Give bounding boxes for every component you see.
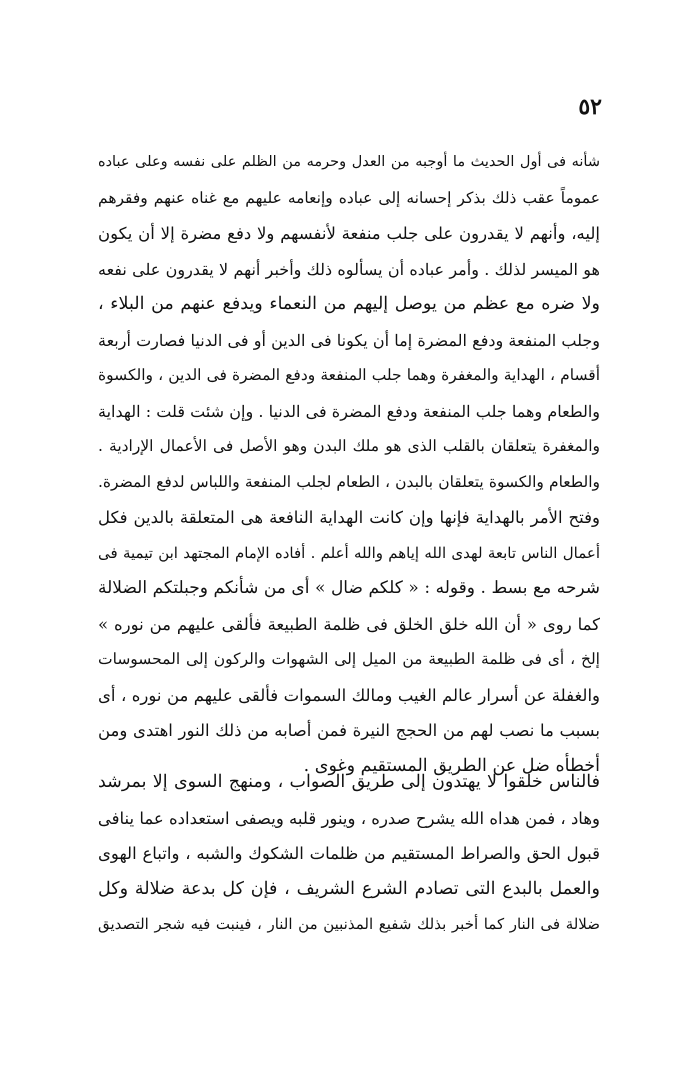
text-line: والمغفرة يتعلقان بالقلب الذى هو ملك البدن وهو الأصل فى الأعمال الإرادية . — [98, 437, 600, 455]
text-line: والعمل بالبدع التى تصادم الشرع الشريف ، فإن كل بدعة ضلالة وكل — [98, 878, 600, 899]
page-number: ٥٢ — [578, 94, 602, 120]
text-line: إلخ ، أى فى ظلمة الطبيعة من الميل إلى الشهوات والركون إلى المحسوسات — [98, 650, 600, 668]
text-line: كما روى « أن الله خلق الخلق فى ظلمة الطبيعة فألقى عليهم من نوره » — [98, 614, 600, 634]
text-line: عموماً عقب ذلك بذكر إحسانه إلى عباده وإنعامه عليهم مع غناه عنهم وفقرهم — [98, 188, 600, 207]
text-line: وجلب المنفعة ودفع المضرة إما أن يكونا فى الدين أو فى الدنيا فصارت أربعة — [98, 330, 600, 350]
text-line: وهاد ، فمن هداه الله يشرح صدره ، وينور قلبه ويصفى استعداده عما ينافى — [98, 808, 600, 828]
text-line: هو الميسر لذلك . وأمر عباده أن يسألوه ذلك وأخبر أنهم لا يقدرون على نفعه — [98, 259, 600, 279]
text-line: شأنه فى أول الحديث ما أوجبه من العدل وحرمه من الظلم على نفسه وعلى عباده — [98, 154, 600, 170]
text-line: أخطأه ضل عن الطريق المستقيم وغوى . — [303, 755, 600, 776]
text-line: فالناس خلقوا لا يهتدون إلى طريق الصواب ، ومنهج السوى إلا بمرشد — [98, 772, 600, 792]
text-line: إليه، وأنهم لا يقدرون على جلب منفعة لأنفسهم ولا دفع مضرة إلا أن يكون — [98, 224, 600, 243]
text-line: والطعام وهما جلب المنفعة ودفع المضرة فى الدنيا . وإن شئت قلت : الهداية — [98, 401, 600, 421]
text-line: والغفلة عن أسرار عالم الغيب ومالك السموات فألقى عليهم من نوره ، أى — [98, 685, 600, 705]
text-line: والطعام والكسوة يتعلقان بالبدن ، الطعام لجلب المنفعة واللباس لدفع المضرة. — [98, 472, 600, 491]
text-line: ضلالة فى النار كما أخبر بذلك شفيع المذنبين من النار ، فينبت فيه شجر التصديق — [98, 915, 600, 933]
paragraph-2 — [98, 765, 600, 943]
text-line: ولا ضره مع عظم من يوصل إليهم من النعماء ويدفع عنهم من البلاء ، — [98, 294, 600, 314]
text-line: قبول الحق والصراط المستقيم من ظلمات الشكوك والشبه ، واتباع الهوى — [98, 844, 600, 863]
text-line: أعمال الناس تابعة لهدى الله إياهم والله أعلم . أفاده الإمام المجتهد ابن تيمية فى — [98, 543, 600, 562]
text-line: أقسام ، الهداية والمغفرة وهما جلب المنفعة ودفع المضرة فى الدين ، والكسوة — [98, 366, 600, 384]
text-line: شرحه مع بسط . وقوله : « كلكم ضال » أى من شأنكم وجبلتكم الضلالة — [98, 578, 600, 598]
paragraph-1 — [98, 145, 600, 784]
text-line: وفتح الأمر بالهداية فإنها وإن كانت الهداية النافعة هى المتعلقة بالدين فكل — [98, 508, 600, 527]
text-line: بسبب ما نصب لهم من الحجج النيرة فمن أصابه من ذلك النور اهتدى ومن — [98, 721, 600, 740]
